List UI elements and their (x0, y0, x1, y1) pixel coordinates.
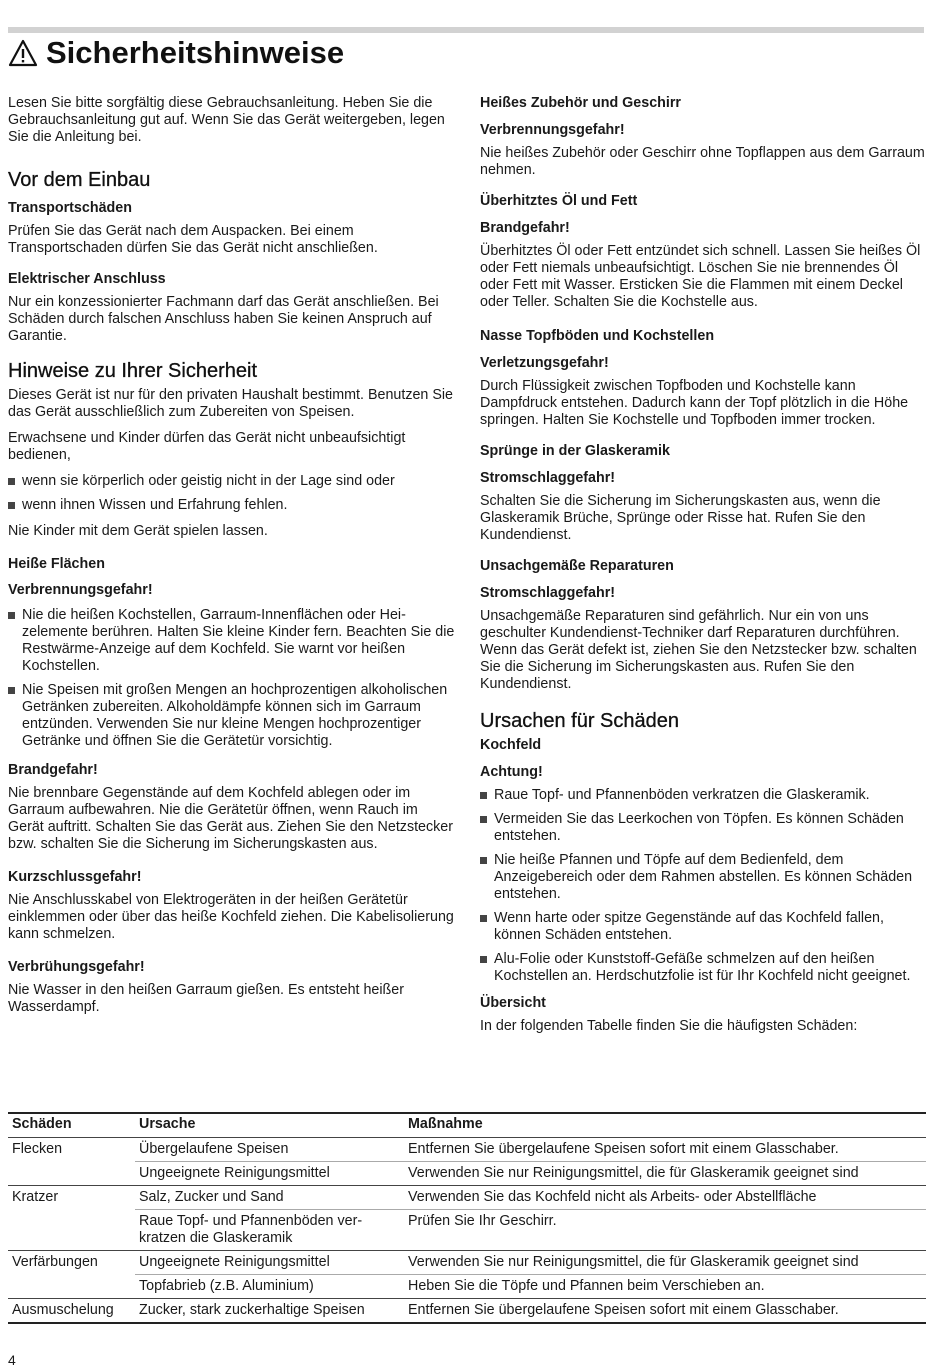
brand-warning: Brandgefahr! (8, 762, 98, 778)
nass-warning: Verletzungsgefahr! (480, 355, 609, 371)
table-cell: Übergelaufene Speisen (135, 1137, 404, 1161)
spruenge-warning: Stromschlaggefahr! (480, 470, 616, 486)
hinweise-text-3: Nie Kinder mit dem Gerät spielen lassen. (8, 523, 268, 539)
uebersicht-text: In der folgenden Tabelle finden Sie die häufigsten Schäden: (480, 1018, 858, 1034)
elektrisch-text: Nur ein konzessionierter Fachmann darf das Gerät anschließen. Bei Schäden durch falschen Anschluss haben Sie keinen Anspruch auf Garantie. (8, 294, 439, 344)
table-row (8, 1274, 926, 1298)
spruenge-heading: Sprünge in der Glaskeramik (480, 443, 670, 459)
page-title-text: Sicherheitshinweise (46, 35, 345, 70)
table-cell: Verwenden Sie nur Reinigungsmittel, die für Glaskeramik geeignet sind (404, 1161, 926, 1185)
transport-heading: Transportschäden (8, 200, 132, 216)
hinweise-list (8, 473, 456, 514)
table-cell: Raue Topf- und Pfannenböden verkratzen die Glaskeramik (135, 1209, 404, 1250)
table-cell: Topfabrieb (z.B. Aluminium) (135, 1274, 404, 1298)
spruenge-text: Schalten Sie die Sicherung im Sicherungskasten aus, wenn die Glaskeramik Brüche, Sprünge oder Risse hat. Rufen Sie den Kundendienst. (480, 493, 881, 543)
table-header-row (8, 1113, 926, 1137)
list-item: Alu-Folie oder Kunststoff-Gefäße schmelzen auf den heißen Kochstellen an. Herdschutzfolie ist für Ihr Kochfeld nicht geeignet. (480, 951, 926, 985)
reparatur-heading: Unsachgemäße Reparaturen (480, 558, 674, 574)
page-title (8, 35, 344, 71)
page-number: 4 (8, 1352, 16, 1368)
verbruehung-text: Nie Wasser in den heißen Garraum gießen. Es entsteht heißer Wasserdampf. (8, 982, 404, 1015)
list-item: Nie die heißen Kochstellen, Garraum-Innenflächen oder Heizelemente berühren. Halten Sie kleine Kinder fern. Beachten Sie die Restwärme-Anzeige auf dem Kochfeld. Sie warnt vor heißen Kochstellen. (8, 607, 456, 675)
list-item: Wenn harte oder spitze Gegenstände auf das Kochfeld fallen, können Schäden entstehen. (480, 910, 926, 944)
oel-heading: Überhitztes Öl und Fett (480, 193, 638, 209)
zubehoer-heading: Heißes Zubehör und Geschirr (480, 95, 681, 111)
elektrisch-heading: Elektrischer Anschluss (8, 271, 166, 287)
zubehoer-warning: Verbrennungsgefahr! (480, 122, 625, 138)
column-header: Maßnahme (404, 1113, 926, 1137)
section-heading-ursachen: Ursachen für Schäden (480, 710, 680, 732)
table-cell: Salz, Zucker und Sand (135, 1185, 404, 1209)
table-cell: Ungeeignete Reinigungsmittel (135, 1161, 404, 1185)
list-item: Nie heiße Pfannen und Töpfe auf dem Bedienfeld, dem Anzeigebereich oder dem Rahmen abstellen. Es können Schäden entstehen. (480, 852, 926, 903)
table-row (8, 1161, 926, 1185)
transport-text: Prüfen Sie das Gerät nach dem Auspacken. Bei einem Transportschaden dürfen Sie das Gerät nicht anschließen. (8, 223, 378, 256)
list-item: Raue Topf- und Pfannenböden verkratzen die Glaskeramik. (480, 787, 926, 804)
nass-text: Durch Flüssigkeit zwischen Topfboden und Kochstelle kann Dampfdruck entstehen. Dadurch kann der Topf plötzlich in die Höhe springen. Halten Sie Kochstelle und Topfboden immer trocken. (480, 378, 909, 428)
table-cell: Entfernen Sie übergelaufene Speisen sofort mit einem Glasschaber. (404, 1137, 926, 1161)
table-row (8, 1298, 926, 1323)
intro-text: Lesen Sie bitte sorgfältig diese Gebrauchsanleitung. Heben Sie die Gebrauchsanleitung gut auf. Wenn Sie das Gerät weitergeben, legen Sie die Anleitung bei. (8, 95, 445, 145)
table-cell: Verwenden Sie das Kochfeld nicht als Arbeits- oder Abstellfläche (404, 1185, 926, 1209)
damage-table (8, 1112, 926, 1324)
hinweise-text-1: Dieses Gerät ist nur für den privaten Haushalt bestimmt. Benutzen Sie das Gerät ausschließlich zum Zubereiten von Speisen. (8, 387, 454, 420)
table-cell: Verfärbungen (8, 1250, 135, 1274)
table-cell (8, 1209, 135, 1250)
table-cell (8, 1161, 135, 1185)
kurzschluss-text: Nie Anschlusskabel von Elektrogeräten in der heißen Gerätetür einklemmen oder über das heiße Kochfeld ziehen. Die Kabelisolierung kann schmelzen. (8, 892, 454, 942)
kurzschluss-warning: Kurzschlussgefahr! (8, 869, 142, 885)
reparatur-text: Unsachgemäße Reparaturen sind gefährlich. Nur ein von uns geschulter Kundendienst-Techniker darf Reparaturen durchführen. Wenn das Gerät defekt ist, ziehen Sie den Netzstecker bzw. schalten Sie die Sicherung im Sicherungskasten aus. Rufen Sie den Kundendienst. (480, 608, 917, 692)
table-cell: Entfernen Sie übergelaufene Speisen sofort mit einem Glasschaber. (404, 1298, 926, 1323)
brand-text: Nie brennbare Gegenstände auf dem Kochfeld ablegen oder im Garraum aufbewahren. Nie die Gerätetür öffnen, wenn Rauch im Gerät auftritt. Schalten Sie das Gerät aus. Ziehen Sie den Netzstecker bzw. schalten Sie die Sicherung im Sicherungskasten aus. (8, 785, 454, 852)
heisse-flaechen-heading: Heiße Flächen (8, 556, 105, 572)
list-item: Nie Speisen mit großen Mengen an hochprozentigen alkoholischen Getränken zubereiten. Alkoholdämpfe können sich im Garraum entzünden. Verwenden Sie nur kleine Mengen hochprozentiger Getränke und öffnen Sie die Gerätetür vorsichtig. (8, 682, 456, 750)
column-header: Schäden (8, 1113, 135, 1137)
table-row (8, 1250, 926, 1274)
list-item: Vermeiden Sie das Leerkochen von Töpfen. Es können Schäden entstehen. (480, 811, 926, 845)
table-cell: Ungeeignete Reinigungsmittel (135, 1250, 404, 1274)
left-column (8, 95, 456, 1025)
column-header: Ursache (135, 1113, 404, 1137)
section-heading-vor-dem-einbau: Vor dem Einbau (8, 169, 151, 191)
table-cell: Kratzer (8, 1185, 135, 1209)
nass-heading: Nasse Topfböden und Kochstellen (480, 328, 715, 344)
right-column (480, 95, 926, 1044)
uebersicht-heading: Übersicht (480, 995, 546, 1011)
oel-warning: Brandgefahr! (480, 220, 570, 236)
table-row (8, 1209, 926, 1250)
table-cell: Prüfen Sie Ihr Geschirr. (404, 1209, 926, 1250)
list-item: wenn ihnen Wissen und Erfahrung fehlen. (8, 497, 456, 514)
table-cell: Verwenden Sie nur Reinigungsmittel, die für Glaskeramik geeignet sind (404, 1250, 926, 1274)
heisse-flaechen-list (8, 607, 456, 750)
table-row (8, 1137, 926, 1161)
table-cell: Heben Sie die Töpfe und Pfannen beim Verschieben an. (404, 1274, 926, 1298)
list-item: wenn sie körperlich oder geistig nicht in der Lage sind oder (8, 473, 456, 490)
verbrennung-warning: Verbrennungsgefahr! (8, 582, 153, 598)
achtung-warning: Achtung! (480, 764, 543, 780)
table-cell (8, 1274, 135, 1298)
header-rule (8, 27, 924, 33)
kochfeld-heading: Kochfeld (480, 737, 542, 753)
table-row (8, 1185, 926, 1209)
warning-triangle-icon (8, 38, 38, 68)
hinweise-text-2: Erwachsene und Kinder dürfen das Gerät nicht unbeaufsichtigt bedienen, (8, 430, 406, 463)
zubehoer-text: Nie heißes Zubehör oder Geschirr ohne Topflappen aus dem Garraum nehmen. (480, 145, 925, 178)
table-cell: Zucker, stark zuckerhaltige Speisen (135, 1298, 404, 1323)
oel-text: Überhitztes Öl oder Fett entzündet sich schnell. Lassen Sie heißes Öl oder Fett niemals unbeaufsichtigt. Löschen Sie nie brennendes Öl oder Fett mit Wasser. Ersticken Sie die Flammen mit einem Deckel oder Teller. Schalten Sie die Kochstelle aus. (480, 243, 921, 310)
section-heading-hinweise: Hinweise zu Ihrer Sicherheit (8, 360, 257, 382)
reparatur-warning: Stromschlaggefahr! (480, 585, 616, 601)
kochfeld-list (480, 787, 926, 985)
table-cell: Flecken (8, 1137, 135, 1161)
table-cell: Ausmuschelung (8, 1298, 135, 1323)
verbruehung-warning: Verbrühungsgefahr! (8, 959, 145, 975)
